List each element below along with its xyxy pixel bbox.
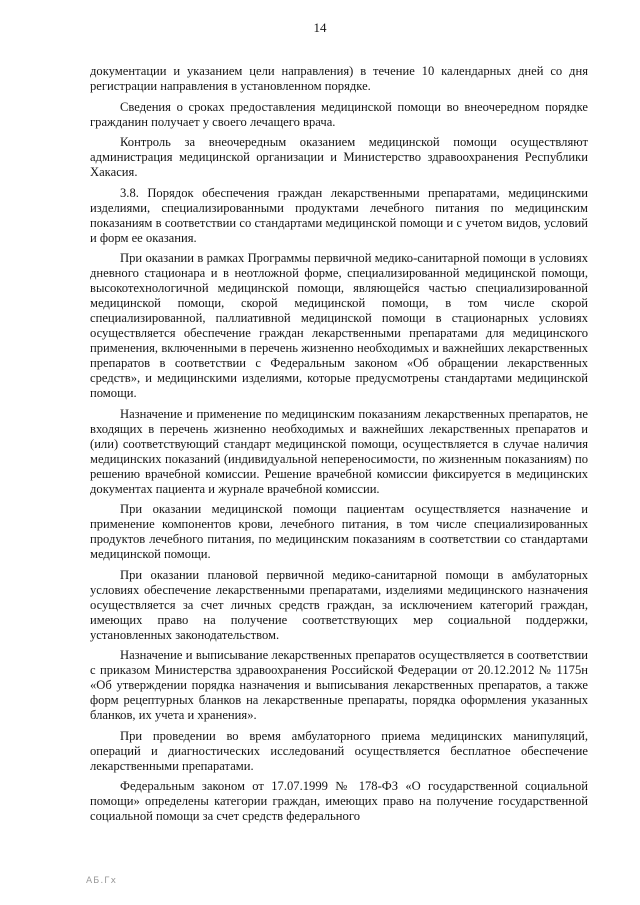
section-heading-3-8: 3.8. Порядок обеспечения граждан лекарственными препаратами, медицинскими изделиями, специализированными продуктами лечебного питания по медицинским показаниям в соответствии со стандартами медицинской помощи и с учетом видов, условий и форм ее оказания.: [90, 185, 588, 245]
paragraph: Контроль за внеочередным оказанием медицинской помощи осуществляют администрация медицинской организации и Министерство здравоохранения Республики Хакасия.: [90, 135, 588, 179]
paragraph: Федеральным законом от 17.07.1999 № 178-ФЗ «О государственной социальной помощи» определены категории граждан, имеющих право на получение государственной социальной помощи за счет средств федерального: [90, 779, 588, 823]
document-body: [90, 64, 588, 830]
scan-mark: АБ.Гх: [86, 876, 118, 886]
paragraph: Назначение и выписывание лекарственных препаратов осуществляется в соответствии с приказом Министерства здравоохранения Российской Федерации от 20.12.2012 № 1175н «Об утверждении порядка назначения и выписывания лекарственных препаратов, а также форм рецептурных бланков на лекарственные препараты, порядка оформления указанных бланков, их учета и хранения».: [90, 648, 588, 722]
paragraph-continuation: документации и указанием цели направления) в течение 10 календарных дней со дня регистрации направления в установленном порядке.: [90, 64, 588, 93]
paragraph: При проведении во время амбулаторного приема медицинских манипуляций, операций и диагностических исследований осуществляется бесплатное обеспечение лекарственными препаратами.: [90, 728, 588, 773]
page-number: 14: [313, 20, 327, 35]
paragraph: При оказании медицинской помощи пациентам осуществляется назначение и применение компонентов крови, лечебного питания, в том числе специализированных продуктов лечебного питания, по медицинским показаниям в соответствии со стандартами медицинской помощи.: [90, 502, 588, 561]
paragraph: При оказании в рамках Программы первичной медико-санитарной помощи в условиях дневного стационара и в неотложной форме, специализированной медицинской помощи, высокотехнологичной медицинской помощи, являющейся частью специализированной медицинской помощи, скорой медицинской помощи, в том числе скорой специализированной, паллиативной медицинской помощи в стационарных условиях осуществляется обеспечение граждан лекарственными препаратами для медицинского применения, включенными в перечень жизненно необходимых и важнейших лекарственных препаратов в соответствии с Федеральным законом «Об обращении лекарственных средств», и медицинскими изделиями, которые предусмотрены стандартами медицинской помощи.: [90, 251, 588, 400]
paragraph: При оказании плановой первичной медико-санитарной помощи в амбулаторных условиях обеспечение лекарственными препаратами, изделиями медицинского назначения осуществляется за счет личных средств граждан, за исключением категорий граждан, имеющих право на получение соответствующих мер социальной поддержки, установленных законодательством.: [90, 567, 588, 642]
paragraph: Сведения о сроках предоставления медицинской помощи во внеочередном порядке гражданин получает у своего лечащего врача.: [90, 99, 588, 129]
paragraph: Назначение и применение по медицинским показаниям лекарственных препаратов, не входящих в перечень жизненно необходимых и важнейших лекарственных препаратов и (или) соответствующий стандарт медицинской помощи, осуществляется в случае наличия медицинских показаний (индивидуальной непереносимости, по жизненным показаниям) по решению врачебной комиссии. Решение врачебной комиссии фиксируется в медицинских документах пациента и журнале врачебной комиссии.: [90, 406, 588, 496]
